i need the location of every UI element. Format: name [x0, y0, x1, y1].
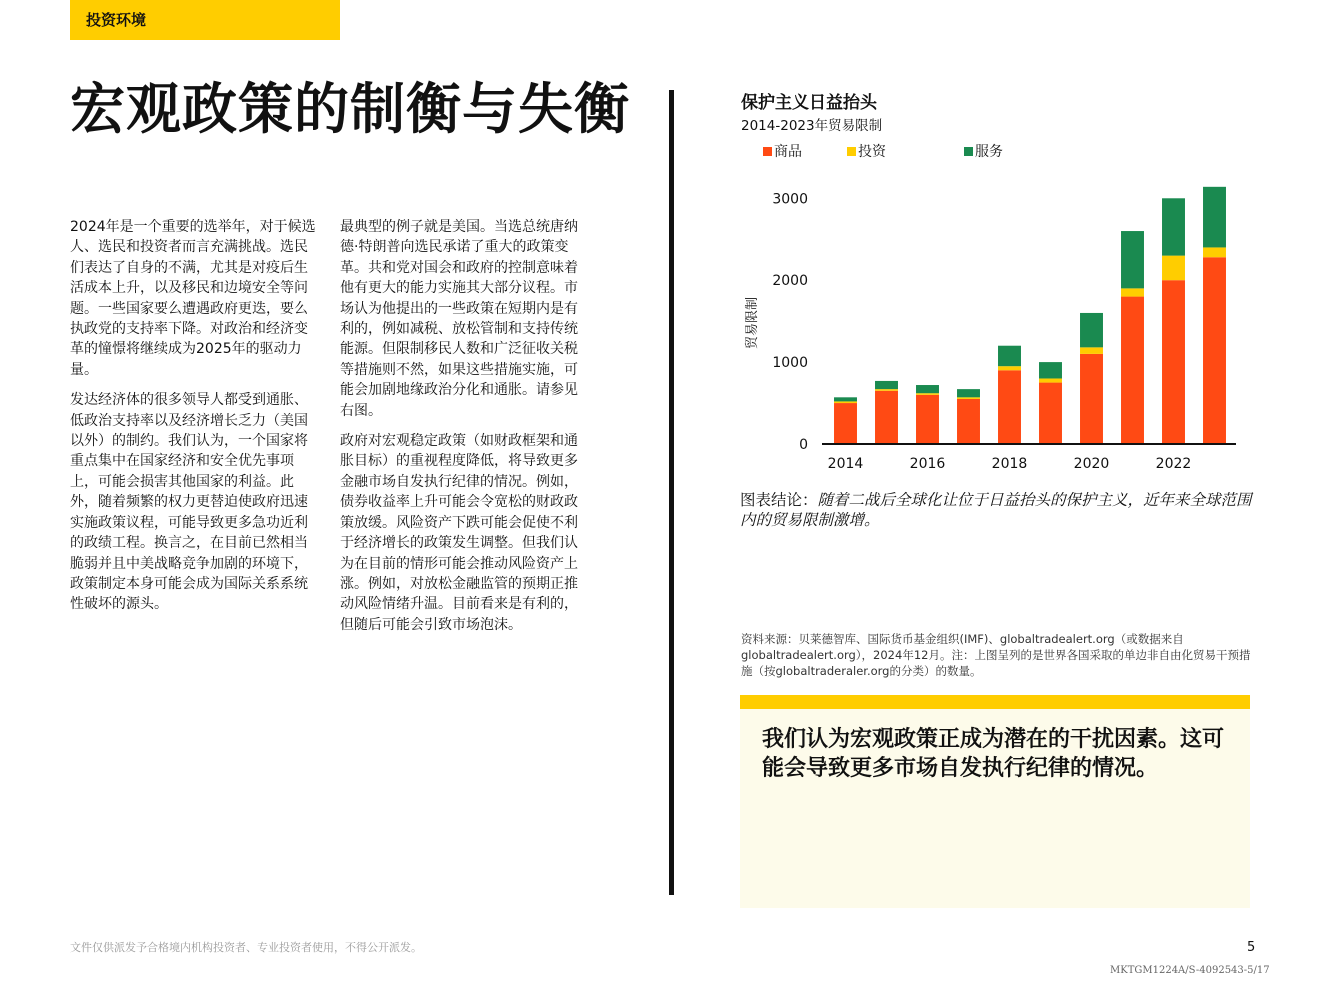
legend-item-investment — [847, 141, 886, 161]
text-column-left — [70, 217, 318, 625]
legend-label: 服务 — [975, 144, 1003, 160]
bar-segment — [875, 389, 898, 391]
document-code: MKTGM1224A/S-4092543-5/17 — [1110, 965, 1270, 976]
bar-segment — [834, 397, 857, 401]
bar-segment — [1203, 247, 1226, 257]
bar-segment — [957, 399, 980, 444]
legend-label: 商品 — [774, 144, 802, 160]
bar-segment — [1039, 383, 1062, 444]
bar-segment — [1080, 313, 1103, 347]
paragraph: 2024年是一个重要的选举年，对于候选人、选民和投资者而言充满挑战。选民们表达了自身的不满，尤其是对疫后生活成本上升，以及移民和边境安全等问题。一些国家要么遭遇政府更迭，要么执政党的支持率下降。对政治和经济变革的憧憬将继续成为2025年的驱动力量。 — [70, 219, 316, 378]
bar-segment — [998, 346, 1021, 366]
bar-segment — [1039, 362, 1062, 378]
y-tick-label: 0 — [799, 437, 808, 453]
bar-segment — [1121, 231, 1144, 288]
footer-disclaimer: 文件仅供派发予合格境内机构投资者、专业投资者使用，不得公开派发。 — [70, 941, 422, 954]
bar-segment — [1162, 256, 1185, 281]
paragraph: 最典型的例子就是美国。当选总统唐纳德·特朗普向选民承诺了重大的政策变革。共和党对国会和政府的控制意味着他有更大的能力实施其大部分议程。市场认为他提出的一些政策在短期内是有利的，例如减税、放松管制和支持传统能源。但限制移民人数和广泛征收关税等措施则不然，如果这些措施实施，可能会加剧地缘政治分化和通胀。请参见右图。 — [340, 219, 578, 419]
bar-segment — [1080, 347, 1103, 354]
bar-segment — [1162, 198, 1185, 255]
text-column-middle — [340, 217, 588, 645]
bar-segment — [957, 389, 980, 397]
page-number: 5 — [1247, 940, 1256, 955]
y-tick-label: 1000 — [772, 355, 808, 372]
x-tick-label: 2020 — [1073, 456, 1110, 472]
legend-item-services — [964, 141, 1003, 161]
bar-segment — [875, 391, 898, 444]
bar-segment — [834, 401, 857, 403]
bar-segment — [1121, 288, 1144, 296]
legend-swatch — [847, 147, 856, 156]
paragraph: 发达经济体的很多领导人都受到通胀、低政治支持率以及经济增长乏力（美国以外）的制约。我们认为，一个国家将重点集中在国家经济和安全优先事项上，可能会损害其他国家的利益。此外，随着频繁的权力更替迫使政府迅速实施政策议程，可能导致更多急功近利的政绩工程。换言之，在目前已然相当脆弱并且中美战略竞争加剧的环境下，政策制定本身可能会成为国际关系系统性破坏的源头。 — [70, 392, 308, 613]
section-tag: 投资环境 — [70, 0, 340, 40]
y-tick-label: 2000 — [772, 273, 808, 290]
conclusion-body: 随着二战后全球化让位于日益抬头的保护主义，近年来全球范围内的贸易限制激增。 — [740, 491, 1252, 529]
callout-box: 我们认为宏观政策正成为潜在的干扰因素。这可能会导致更多市场自发执行纪律的情况。 — [740, 709, 1250, 908]
legend-item-goods — [763, 141, 802, 161]
bar-segment — [1080, 354, 1103, 444]
bar-segment — [998, 370, 1021, 444]
conclusion-label: 图表结论： — [740, 491, 818, 509]
y-tick-label: 3000 — [772, 191, 808, 208]
callout-accent-bar — [740, 695, 1250, 709]
bar-segment — [916, 385, 939, 393]
bar-segment — [916, 395, 939, 444]
chart-title: 保护主义日益抬头 — [741, 93, 877, 113]
stacked-bar-chart — [740, 170, 1240, 480]
y-axis-label: 贸易限制 — [745, 296, 760, 350]
bar-segment — [1121, 297, 1144, 444]
bar-segment — [916, 393, 939, 395]
source-note: 资料来源：贝莱德智库、国际货币基金组织(IMF)、globaltradealert.org（或数据来自globaltradealert.org），2024年12月。注：上图呈列的是世界各国采取的单边非自由化贸易干预措施（按globaltraderaler.org的分类）的数量。 — [741, 632, 1251, 678]
x-tick-label: 2016 — [909, 456, 946, 472]
bar-segment — [875, 381, 898, 389]
bar-segment — [1039, 378, 1062, 382]
legend-swatch — [964, 147, 973, 156]
x-tick-label: 2018 — [991, 456, 1028, 472]
x-tick-label: 2022 — [1155, 456, 1192, 472]
chart-conclusion — [740, 490, 1255, 530]
bar-segment — [1203, 257, 1226, 444]
bar-segment — [1203, 187, 1226, 248]
x-tick-label: 2014 — [827, 456, 864, 472]
chart-subtitle: 2014-2023年贸易限制 — [741, 118, 883, 134]
bar-segment — [834, 403, 857, 444]
legend-label: 投资 — [858, 144, 886, 160]
page-title: 宏观政策的制衡与失衡 — [70, 77, 631, 141]
bar-segment — [1162, 280, 1185, 444]
vertical-divider — [669, 90, 674, 895]
bar-segment — [957, 397, 980, 399]
legend-swatch — [763, 147, 772, 156]
paragraph: 政府对宏观稳定政策（如财政框架和通胀目标）的重视程度降低，将导致更多金融市场自发执行纪律的情况。例如，债券收益率上升可能会令宽松的财政政策放缓。风险资产下跌可能会促使不利于经济增长的政策发生调整。但我们认为在目前的情形可能会推动风险资产上涨。例如，对放松金融监管的预期正推动风险情绪升温。目前看来是有利的，但随后可能会引致市场泡沫。 — [340, 433, 578, 633]
bar-segment — [998, 366, 1021, 370]
